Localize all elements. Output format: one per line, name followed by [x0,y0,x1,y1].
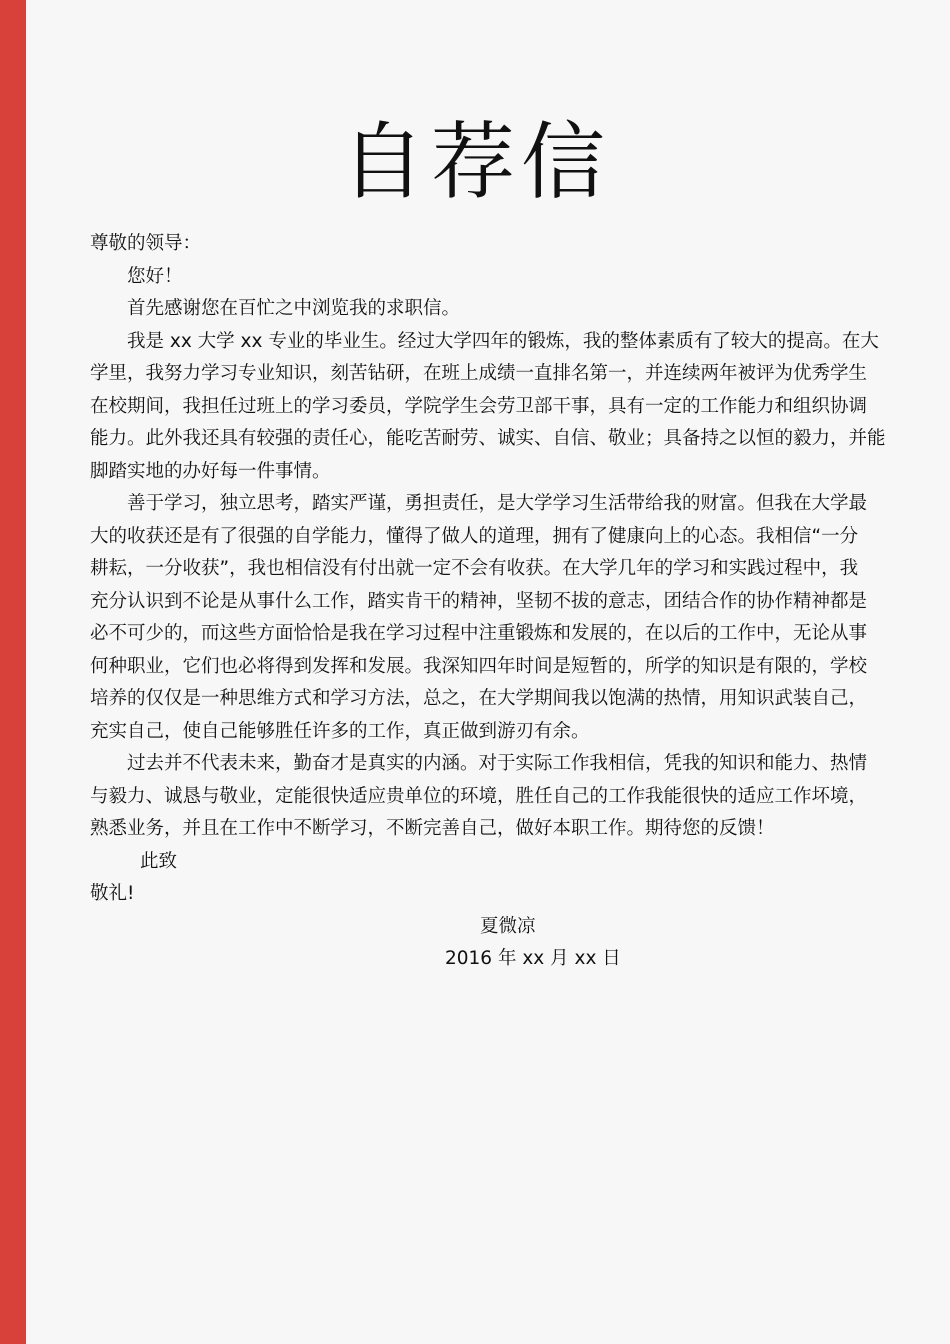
signature-name: 夏微凉 [480,915,536,937]
regards: 敬礼! [90,883,135,904]
page-title: 自荐信 [340,113,611,211]
paragraph-4-line-3: 熟悉业务，并且在工作中不断学习，不断完善自己，做好本职工作。期待您的反馈！ [90,818,775,839]
paragraph-3-line-6: 何种职业，它们也必将得到发挥和发展。我深知四年时间是短暂的，所学的知识是有限的，学校 [90,655,868,677]
paragraph-2-line-2: 学里，我努力学习专业知识，刻苦钻研，在班上成绩一直排名第一，并连续两年被评为优秀学生 [90,363,868,384]
paragraph-3-line-8: 充实自己，使自己能够胜任许多的工作，真正做到游刃有余。 [90,720,590,742]
paragraph-2-line-1: 我是 xx 大学 xx 专业的毕业生。经过大学四年的锻炼，我的整体素质有了较大的提高。在大 [127,330,879,352]
closing-phrase: 此致 [140,850,178,872]
left-accent-bar [0,0,26,1344]
paragraph-3-line-7: 培养的仅仅是一种思维方式和学习方法，总之，在大学期间我以饱满的热情，用知识武装自己， [90,688,868,709]
paragraph-3-line-3: 耕耘，一分收获”，我也相信没有付出就一定不会有收获。在大学几年的学习和实践过程中，我 [90,558,859,579]
paragraph-4-line-2: 与毅力、诚恳与敬业，定能很快适应贵单位的环境，胜任自己的工作我能很快的适应工作坏境， [90,785,868,807]
paragraph-2-line-3: 在校期间，我担任过班上的学习委员，学院学生会劳卫部干事，具有一定的工作能力和组织协调 [90,395,868,417]
greeting: 您好！ [127,265,183,287]
signature-date: 2016 年 xx 月 xx 日 [445,948,621,969]
paragraph-4-line-1: 过去并不代表未来，勤奋才是真实的内涵。对于实际工作我相信，凭我的知识和能力、热情 [127,753,868,774]
paragraph-2-line-4: 能力。此外我还具有较强的责任心，能吃苦耐劳、诚实、自信、敬业；具备持之以恒的毅力，并能 [90,428,886,449]
paragraph-1-line-1: 首先感谢您在百忙之中浏览我的求职信。 [127,298,461,319]
salutation: 尊敬的领导： [90,233,202,254]
paragraph-3-line-5: 必不可少的，而这些方面恰恰是我在学习过程中注重锻炼和发展的，在以后的工作中，无论从事 [90,623,868,644]
paragraph-3-line-4: 充分认识到不论是从事什么工作，踏实肯干的精神，坚韧不拔的意志，团结合作的协作精神都是 [90,590,868,612]
paragraph-3-line-2: 大的收获还是有了很强的自学能力，懂得了做人的道理，拥有了健康向上的心态。我相信“一分 [90,525,859,547]
letter-body [90,228,886,976]
paragraph-2-line-5: 脚踏实地的办好每一件事情。 [90,460,331,482]
paragraph-3-line-1: 善于学习，独立思考，踏实严谨，勇担责任，是大学学习生活带给我的财富。但我在大学最 [127,493,868,514]
